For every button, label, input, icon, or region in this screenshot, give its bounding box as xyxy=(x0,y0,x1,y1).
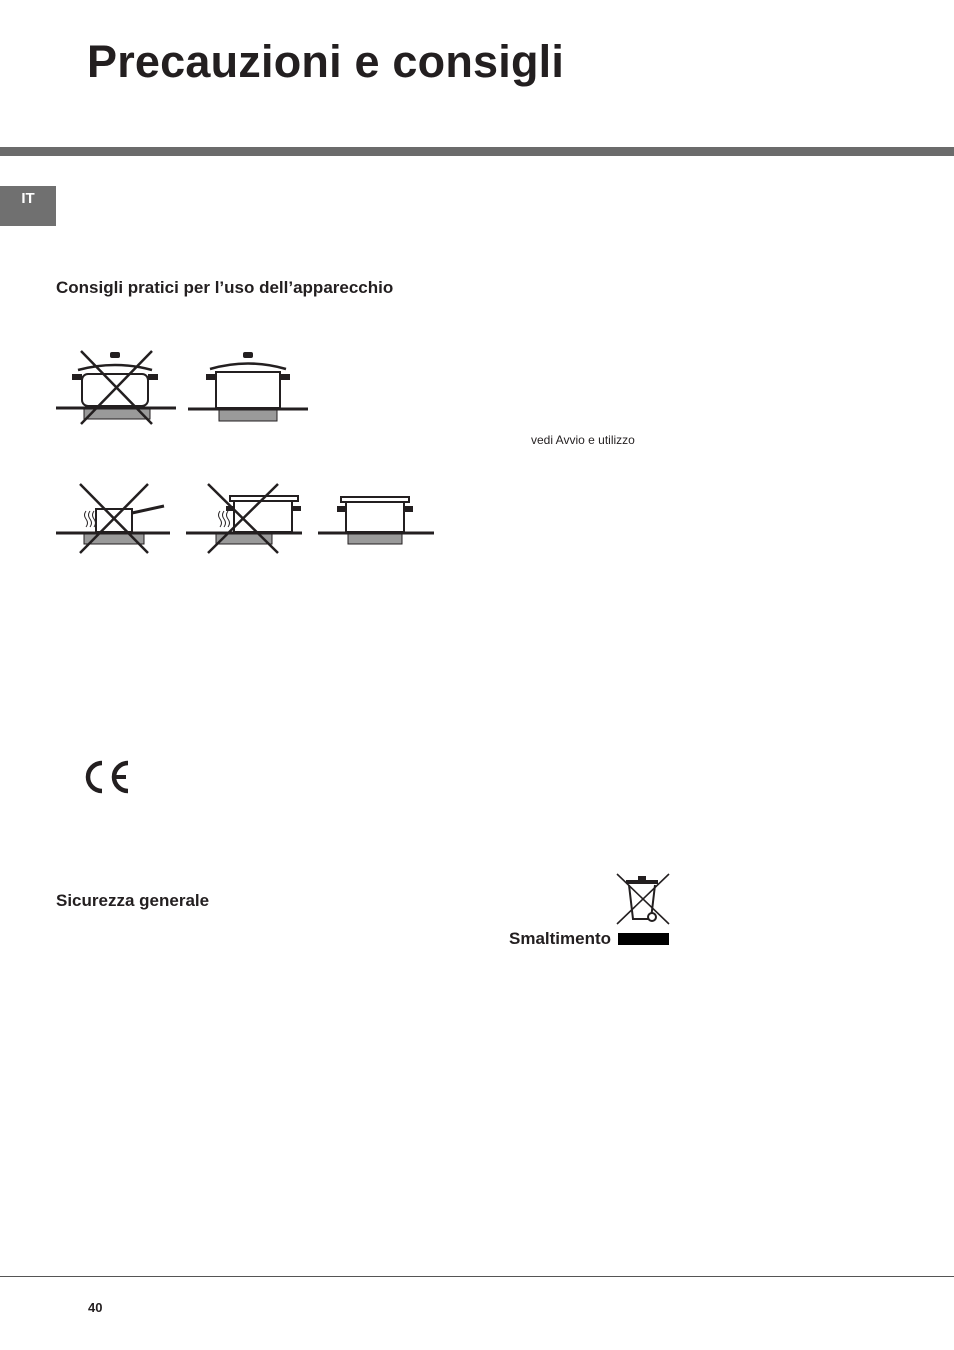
wrong-pot-figure xyxy=(56,348,178,428)
section-heading-smaltimento: Smaltimento xyxy=(509,929,612,948)
page-title: Precauzioni e consigli xyxy=(87,36,565,87)
page-number: 40 xyxy=(88,1300,103,1315)
correct-centered-pot-figure xyxy=(318,481,436,557)
pot-icon xyxy=(72,352,158,406)
ce-mark-icon xyxy=(84,758,132,796)
footer-rule xyxy=(0,1276,954,1277)
wrong-offset-pot-figure xyxy=(186,481,304,557)
pot-icon xyxy=(206,352,290,408)
reference-note: vedi Avvio e utilizzo xyxy=(531,433,635,447)
crossed-bin-icon xyxy=(614,872,672,928)
correct-pot-figure xyxy=(188,348,310,428)
wrong-saucepan-figure xyxy=(56,481,172,557)
weee-bar xyxy=(618,933,669,945)
language-tab: IT xyxy=(0,186,56,226)
header-rule xyxy=(0,147,954,156)
heat-waves-icon xyxy=(219,511,230,527)
section-heading-sicurezza: Sicurezza generale xyxy=(56,891,210,910)
pot-icon xyxy=(337,497,413,532)
section-heading-consigli: Consigli pratici per l’uso dell’apparecchio xyxy=(56,278,394,297)
heat-waves-icon xyxy=(85,511,96,527)
